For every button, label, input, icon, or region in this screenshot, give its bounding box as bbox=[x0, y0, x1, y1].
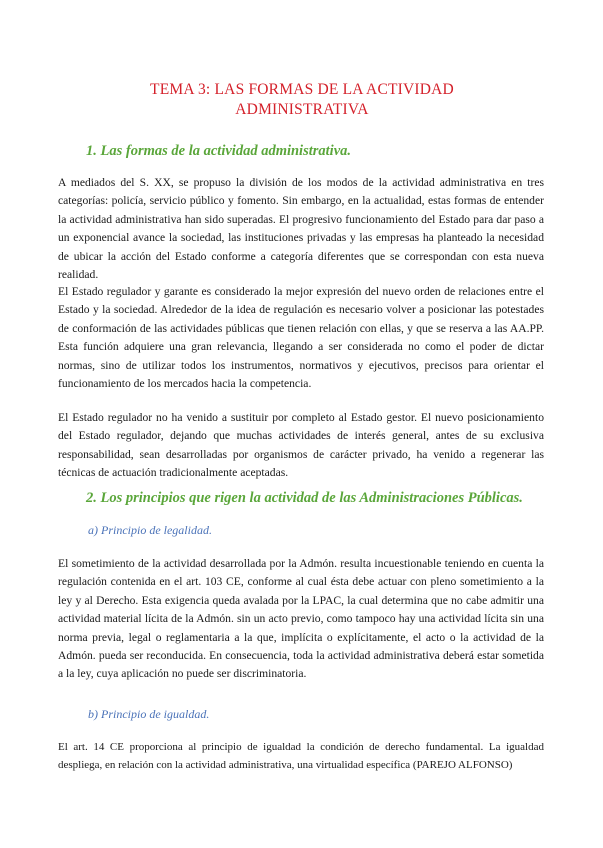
section-1-heading: 1. Las formas de la actividad administrativa. bbox=[86, 143, 352, 159]
subsection-b-heading: b) Principio de igualdad. bbox=[88, 707, 210, 721]
title-line-1: TEMA 3: LAS FORMAS DE LA ACTIVIDAD bbox=[150, 81, 454, 98]
section-1-paragraph-2: El Estado regulador y garante es considerado la mejor expresión del nuevo orden de relaciones entre el Estado y la sociedad. Alrededor de la idea de regulación es necesario volver a posicionar las potestades de conformación de las actividades públicas que tienen relación con ellas, y que se reserva a las AA.PP. Esta función adquiere una gran relevancia, llegando a ser considerada no como el poder de dictar normas, sino de utilizar todos los instrumentos, normativos y ejecutivos, precisos para orientar el funcionamiento de los mercados hacia la competencia. bbox=[58, 285, 544, 391]
section-2-heading: 2. Los principios que rigen la actividad de las Administraciones Públicas. bbox=[86, 490, 523, 506]
title-line-2: ADMINISTRATIVA bbox=[235, 101, 369, 118]
subsection-a-heading: a) Principio de legalidad. bbox=[88, 523, 212, 537]
section-1-paragraph-1: A mediados del S. XX, se propuso la división de los modos de la actividad administrativa en tres categorías: policía, servicio público y fomento. Sin embargo, en la actualidad, estas formas de entender la actividad administrativa han sido superadas. El progresivo funcionamiento del Estado para dar paso a un exponencial avance la sociedad, las instituciones privadas y las empresas ha planteado la necesidad de ubicar la acción del Estado conforme a categoría diferentes que se correspondan con esta nueva realidad. bbox=[58, 176, 544, 282]
subsection-a-paragraph: El sometimiento de la actividad desarrollada por la Admón. resulta incuestionable teniendo en cuenta la regulación contenida en el art. 103 CE, conforme al cual ésta debe actuar con pleno sometimiento a la ley y al Derecho. Esta exigencia queda avalada por la LPAC, la cual determina que no cabe admitir una actividad material lícita de la Admón. sin un acto previo, como tampoco hay una actividad lícita sin una norma previa, legal o reglamentaria a la que, implícita o explícitamente, el acto o la actividad de la Admón. pueda ser reconducida. En consecuencia, toda la actividad administrativa deberá estar sometida a la ley, cuya aplicación no puede ser discriminatoria. bbox=[58, 557, 544, 681]
document-title bbox=[60, 80, 544, 120]
subsection-b-paragraph: El art. 14 CE proporciona al principio de igualdad la condición de derecho fundamental. La igualdad despliega, en relación con la actividad administrativa, una virtualidad específica (PAREJO ALFONSO) bbox=[58, 741, 544, 771]
section-1-paragraph-3: El Estado regulador no ha venido a sustituir por completo al Estado gestor. El nuevo posicionamiento del Estado regulador, dejando que muchas actividades de interés general, antes de su exclusiva responsabilidad, sean desarrolladas por organismos de carácter privado, ha venido a regenerar las técnicas de actuación tradicionalmente aceptadas. bbox=[58, 411, 544, 480]
